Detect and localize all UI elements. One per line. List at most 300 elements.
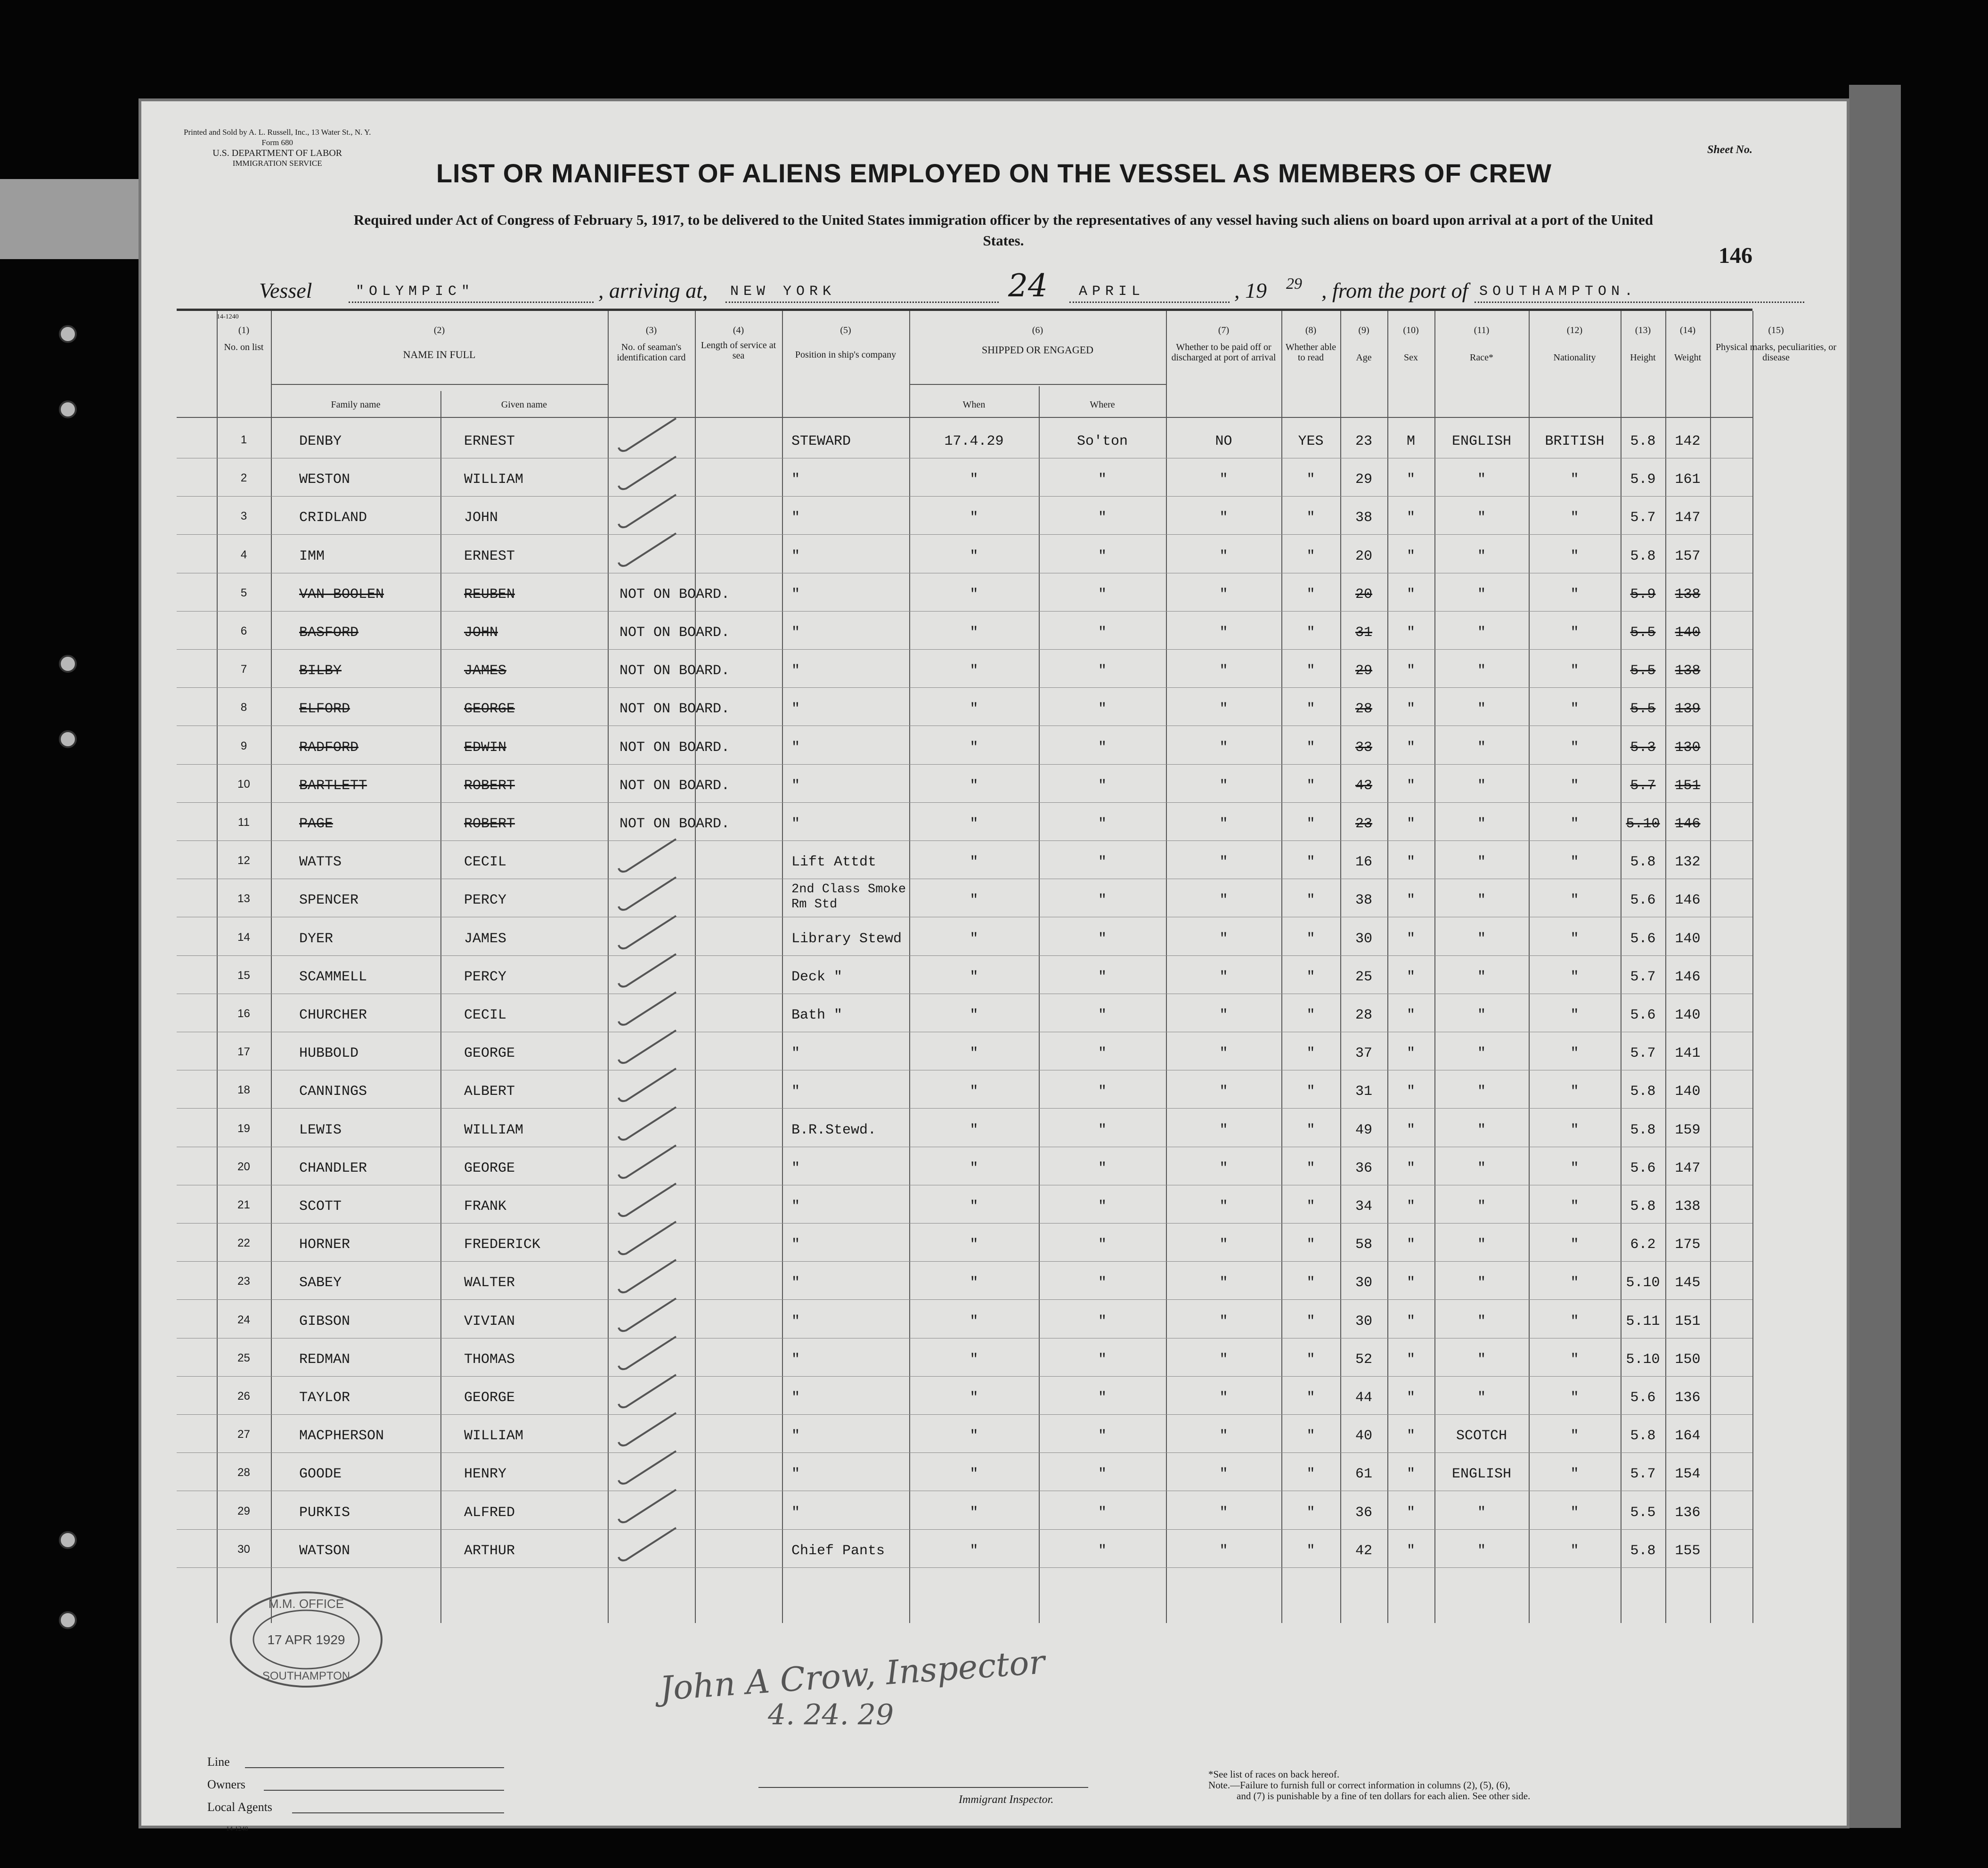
cell-where: " <box>1098 1351 1107 1368</box>
cell-no: 27 <box>237 1428 250 1441</box>
cell-race: " <box>1477 1275 1486 1291</box>
inspector-signature: John A Crow, Inspector <box>659 1642 1046 1708</box>
cell-race: " <box>1477 1504 1486 1521</box>
cell-family: DENBY <box>299 433 342 449</box>
department: U.S. DEPARTMENT OF LABOR <box>212 148 342 158</box>
cell-position: " <box>791 625 800 641</box>
cell-when: " <box>970 1466 978 1483</box>
cell-weight: 138 <box>1675 586 1701 603</box>
cell-nat: " <box>1570 1084 1579 1100</box>
cell-sex: " <box>1406 1504 1415 1521</box>
cell-weight: 164 <box>1675 1428 1701 1444</box>
cell-where: " <box>1098 1007 1107 1023</box>
cell-when: " <box>970 854 978 871</box>
cell-paid: " <box>1219 1275 1228 1291</box>
cell-nat: " <box>1570 1390 1579 1406</box>
cell-age: 43 <box>1355 777 1372 794</box>
cell-height: 5.7 <box>1630 969 1656 985</box>
cell-age: 30 <box>1355 930 1372 947</box>
cell-when: " <box>970 1428 978 1444</box>
cell-read: " <box>1306 625 1315 641</box>
line-label: Line <box>207 1755 230 1769</box>
footnote-penalty-cont: and (7) is punishable by a fine of ten dollars for each alien. See other side. <box>1237 1790 1531 1802</box>
cell-card: NOT ON BOARD. <box>619 816 730 832</box>
cell-no: 21 <box>237 1199 250 1211</box>
cell-sex: " <box>1406 1313 1415 1330</box>
cell-given: ERNEST <box>464 548 515 564</box>
cell-no: 28 <box>237 1466 250 1479</box>
cell-position: " <box>791 1045 800 1062</box>
cell-height: 5.6 <box>1630 1160 1656 1176</box>
cell-race: " <box>1477 1199 1486 1215</box>
cell-nat: " <box>1570 1313 1579 1330</box>
cell-weight: 154 <box>1675 1466 1701 1483</box>
cell-when: " <box>970 1084 978 1100</box>
cell-race: " <box>1477 1542 1486 1559</box>
cell-card: NOT ON BOARD. <box>619 777 730 794</box>
cell-height: 5.8 <box>1630 1542 1656 1559</box>
cell-no: 10 <box>237 777 250 791</box>
vessel-line <box>259 268 1809 306</box>
cell-family: VAN BOOLEN <box>299 586 384 603</box>
cell-given: JOHN <box>464 510 498 526</box>
col2-header: (2) NAME IN FULL <box>403 325 476 360</box>
cell-nat: " <box>1570 1160 1579 1176</box>
cell-nat: " <box>1570 1504 1579 1521</box>
cell-position: " <box>791 1237 800 1253</box>
cell-sex: " <box>1406 854 1415 871</box>
cell-race: " <box>1477 472 1486 488</box>
cell-height: 5.9 <box>1630 586 1656 603</box>
cell-sex: " <box>1406 1428 1415 1444</box>
col6a-header: When <box>962 400 986 410</box>
cell-weight: 130 <box>1675 739 1701 756</box>
cell-nat: " <box>1570 969 1579 985</box>
cell-no: 22 <box>237 1237 250 1250</box>
cell-family: GIBSON <box>299 1313 350 1330</box>
cell-position: " <box>791 663 800 679</box>
cell-weight: 147 <box>1675 510 1701 526</box>
cell-when: " <box>970 1007 978 1023</box>
cell-race: " <box>1477 1351 1486 1368</box>
cell-nat: " <box>1570 663 1579 679</box>
cell-paid: " <box>1219 1351 1228 1368</box>
cell-height: 5.5 <box>1630 1504 1656 1521</box>
cell-given: JOHN <box>464 625 498 641</box>
cell-no: 25 <box>237 1351 250 1364</box>
cell-sex: " <box>1406 969 1415 985</box>
cell-race: " <box>1477 739 1486 756</box>
col2b-header: Given name <box>501 400 547 410</box>
col15-header: (15) Physical marks, peculiarities, or disease <box>1715 325 1837 363</box>
from-port: SOUTHAMPTON. <box>1479 284 1638 300</box>
cell-no: 26 <box>237 1390 250 1403</box>
cell-read: " <box>1306 1542 1315 1559</box>
cell-when: " <box>970 1275 978 1291</box>
cell-read: " <box>1306 1199 1315 1215</box>
cell-no: 19 <box>237 1122 250 1135</box>
cell-sex: " <box>1406 1160 1415 1176</box>
cell-race: " <box>1477 1237 1486 1253</box>
cell-position: " <box>791 1351 800 1368</box>
cell-family: CHANDLER <box>299 1160 367 1176</box>
cell-family: HORNER <box>299 1237 350 1253</box>
cell-given: JAMES <box>464 663 507 679</box>
cell-read: " <box>1306 586 1315 603</box>
cell-age: 42 <box>1355 1542 1372 1559</box>
cell-read: " <box>1306 930 1315 947</box>
cell-paid: " <box>1219 1466 1228 1483</box>
cell-position: Deck " <box>791 969 843 985</box>
cell-paid: " <box>1219 701 1228 718</box>
cell-weight: 132 <box>1675 854 1701 871</box>
cell-card: NOT ON BOARD. <box>619 625 730 641</box>
cell-read: " <box>1306 510 1315 526</box>
cell-given: PERCY <box>464 969 507 985</box>
cell-nat: " <box>1570 701 1579 718</box>
cell-card: NOT ON BOARD. <box>619 739 730 756</box>
cell-read: " <box>1306 1084 1315 1100</box>
cell-race: SCOTCH <box>1456 1428 1507 1444</box>
cell-race: " <box>1477 586 1486 603</box>
cell-when: " <box>970 739 978 756</box>
cell-nat: " <box>1570 510 1579 526</box>
cell-sex: " <box>1406 472 1415 488</box>
cell-position: Library Stewd <box>791 930 902 947</box>
cell-height: 5.8 <box>1630 433 1656 449</box>
cell-age: 16 <box>1355 854 1372 871</box>
cell-weight: 161 <box>1675 472 1701 488</box>
cell-weight: 155 <box>1675 1542 1701 1559</box>
footnote-races: *See list of races on back hereof. <box>1208 1769 1340 1780</box>
cell-height: 5.3 <box>1630 739 1656 756</box>
cell-height: 5.10 <box>1626 1275 1660 1291</box>
cell-given: GEORGE <box>464 1390 515 1406</box>
cell-given: VIVIAN <box>464 1313 515 1330</box>
cell-read: " <box>1306 892 1315 909</box>
cell-position: " <box>791 1160 800 1176</box>
cell-given: WALTER <box>464 1275 515 1291</box>
cell-where: " <box>1098 892 1107 909</box>
cell-weight: 146 <box>1675 969 1701 985</box>
cell-age: 29 <box>1355 663 1372 679</box>
cell-when: " <box>970 548 978 564</box>
cell-race: " <box>1477 777 1486 794</box>
cell-paid: " <box>1219 548 1228 564</box>
cell-age: 61 <box>1355 1466 1372 1483</box>
check-mark-icon <box>615 1180 681 1222</box>
cell-sex: " <box>1406 510 1415 526</box>
cell-position: " <box>791 816 800 832</box>
cell-race: " <box>1477 969 1486 985</box>
cell-given: EDWIN <box>464 739 507 756</box>
vessel-label: Vessel <box>259 278 312 302</box>
col9-header: (9) Age <box>1356 325 1372 363</box>
cell-position: " <box>791 1390 800 1406</box>
cell-when: " <box>970 892 978 909</box>
office-stamp <box>226 1585 386 1694</box>
cell-given: ERNEST <box>464 433 515 449</box>
cell-where: " <box>1098 739 1107 756</box>
cell-read: " <box>1306 472 1315 488</box>
cell-weight: 147 <box>1675 1160 1701 1176</box>
col10-header: (10) Sex <box>1403 325 1419 363</box>
cell-where: " <box>1098 777 1107 794</box>
cell-position: " <box>791 472 800 488</box>
cell-when: " <box>970 663 978 679</box>
cell-nat: " <box>1570 1122 1579 1138</box>
cell-sex: " <box>1406 1542 1415 1559</box>
cell-height: 5.8 <box>1630 1122 1656 1138</box>
cell-given: HENRY <box>464 1466 507 1483</box>
cell-no: 6 <box>240 625 247 637</box>
cell-age: 28 <box>1355 701 1372 718</box>
cell-no: 24 <box>237 1313 250 1326</box>
cell-position: " <box>791 1466 800 1483</box>
cell-age: 38 <box>1355 510 1372 526</box>
page-subtitle: Required under Act of Congress of February 5, 1917, to be delivered to the United States immigration officer by the representatives of any vessel having such aliens on board upon arrival at a port of the United States. <box>353 212 1654 249</box>
cell-nat: " <box>1570 548 1579 564</box>
check-mark-icon <box>615 1371 681 1413</box>
cell-nat: " <box>1570 1351 1579 1368</box>
cell-sex: " <box>1406 1275 1415 1291</box>
cell-paid: " <box>1219 1237 1228 1253</box>
cell-paid: " <box>1219 777 1228 794</box>
cell-age: 40 <box>1355 1428 1372 1444</box>
cell-position: STEWARD <box>791 433 851 449</box>
cell-read: " <box>1306 1313 1315 1330</box>
cell-race: " <box>1477 930 1486 947</box>
cell-given: ROBERT <box>464 777 515 794</box>
cell-when: " <box>970 701 978 718</box>
cell-weight: 146 <box>1675 892 1701 909</box>
cell-paid: " <box>1219 663 1228 679</box>
col8-header: (8) Whether able to read <box>1285 325 1336 363</box>
cell-height: 5.6 <box>1630 892 1656 909</box>
cell-race: " <box>1477 548 1486 564</box>
cell-no: 4 <box>240 548 247 561</box>
cell-family: TAYLOR <box>299 1390 350 1406</box>
cell-no: 30 <box>237 1542 250 1556</box>
arrival-day: 24 <box>1008 268 1048 304</box>
cell-race: ENGLISH <box>1451 433 1512 449</box>
form-number: Form 680 <box>261 138 293 147</box>
cell-position: " <box>791 1199 800 1215</box>
cell-sex: " <box>1406 1007 1415 1023</box>
cell-where: " <box>1098 1084 1107 1100</box>
cell-where: " <box>1098 625 1107 641</box>
cell-read: " <box>1306 548 1315 564</box>
cell-card: NOT ON BOARD. <box>619 701 730 718</box>
cell-race: " <box>1477 1160 1486 1176</box>
cell-where: " <box>1098 1199 1107 1215</box>
cell-weight: 136 <box>1675 1504 1701 1521</box>
cell-weight: 139 <box>1675 701 1701 718</box>
cell-height: 5.11 <box>1626 1313 1660 1330</box>
check-mark-icon <box>615 1447 681 1490</box>
cell-age: 44 <box>1355 1390 1372 1406</box>
check-mark-icon <box>615 491 681 533</box>
cell-age: 33 <box>1355 739 1372 756</box>
cell-when: " <box>970 1390 978 1406</box>
cell-age: 23 <box>1355 816 1372 832</box>
cell-nat: " <box>1570 1275 1579 1291</box>
cell-when: " <box>970 625 978 641</box>
cell-where: So'ton <box>1076 433 1128 449</box>
cell-no: 23 <box>237 1275 250 1288</box>
col7-header: (7) Whether to be paid off or discharged at port of arrival <box>1171 325 1276 363</box>
col13-header: (13) Height <box>1630 325 1656 363</box>
cell-no: 8 <box>240 701 247 714</box>
cell-sex: " <box>1406 625 1415 641</box>
cell-where: " <box>1098 586 1107 603</box>
cell-card: NOT ON BOARD. <box>619 586 730 603</box>
cell-weight: 140 <box>1675 1084 1701 1100</box>
cell-weight: 140 <box>1675 930 1701 947</box>
cell-when: " <box>970 1504 978 1521</box>
cell-age: 30 <box>1355 1275 1372 1291</box>
cell-family: IMM <box>299 548 325 564</box>
check-mark-icon <box>615 530 681 572</box>
cell-no: 7 <box>240 663 247 676</box>
cell-sex: " <box>1406 701 1415 718</box>
cell-read: " <box>1306 1390 1315 1406</box>
cell-no: 12 <box>237 854 250 867</box>
footer-form-code: 14-1240 <box>226 1826 248 1833</box>
cell-height: 5.7 <box>1630 510 1656 526</box>
cell-no: 9 <box>240 739 247 752</box>
cell-paid: " <box>1219 1007 1228 1023</box>
cell-when: " <box>970 472 978 488</box>
cell-where: " <box>1098 1390 1107 1406</box>
cell-weight: 159 <box>1675 1122 1701 1138</box>
cell-family: DYER <box>299 930 334 947</box>
cell-no: 11 <box>238 816 250 829</box>
cell-weight: 136 <box>1675 1390 1701 1406</box>
cell-where: " <box>1098 969 1107 985</box>
cell-age: 23 <box>1355 433 1372 449</box>
cell-sex: " <box>1406 930 1415 947</box>
cell-race: " <box>1477 625 1486 641</box>
cell-no: 3 <box>240 510 247 523</box>
cell-weight: 175 <box>1675 1237 1701 1253</box>
cell-family: REDMAN <box>299 1351 350 1368</box>
cell-race: ENGLISH <box>1451 1466 1512 1483</box>
cell-nat: " <box>1570 816 1579 832</box>
cell-when: " <box>970 1045 978 1062</box>
from-port-label: , from the port of <box>1321 278 1468 302</box>
cell-nat: " <box>1570 892 1579 909</box>
cell-weight: 145 <box>1675 1275 1701 1291</box>
cell-weight: 146 <box>1675 816 1701 832</box>
cell-family: BASFORD <box>299 625 359 641</box>
cell-paid: " <box>1219 969 1228 985</box>
cell-family: BILBY <box>299 663 342 679</box>
check-mark-icon <box>615 1218 681 1260</box>
cell-where: " <box>1098 1542 1107 1559</box>
cell-position: B.R.Stewd. <box>791 1122 877 1138</box>
cell-read: " <box>1306 777 1315 794</box>
cell-race: " <box>1477 510 1486 526</box>
inspector-label: Immigrant Inspector. <box>959 1794 1054 1806</box>
cell-family: WATSON <box>299 1542 350 1559</box>
binder-hole <box>59 730 77 748</box>
footnote-penalty: Note.—Failure to furnish full or correct information in columns (2), (5), (6), <box>1208 1779 1510 1791</box>
cell-sex: " <box>1406 663 1415 679</box>
cell-position: 2nd Class Smoke Rm Std <box>791 882 906 912</box>
check-mark-icon <box>615 1065 681 1107</box>
col3-header: (3) No. of seaman's identification card <box>617 325 686 363</box>
cell-paid: " <box>1219 625 1228 641</box>
cell-when: " <box>970 969 978 985</box>
cell-nat: " <box>1570 777 1579 794</box>
cell-height: 5.7 <box>1630 1045 1656 1062</box>
sheet-number-label: Sheet No. <box>1707 144 1752 156</box>
cell-read: " <box>1306 1007 1315 1023</box>
service: IMMIGRATION SERVICE <box>232 159 322 168</box>
cell-age: 28 <box>1355 1007 1372 1023</box>
check-mark-icon <box>615 988 681 1031</box>
cell-given: CECIL <box>464 854 507 871</box>
cell-nat: " <box>1570 1007 1579 1023</box>
arrival-year: 29 <box>1286 275 1302 293</box>
cell-weight: 138 <box>1675 1199 1701 1215</box>
cell-no: 29 <box>237 1504 250 1517</box>
stamp-date: 17 APR 1929 <box>267 1632 345 1647</box>
cell-paid: " <box>1219 854 1228 871</box>
check-mark-icon <box>615 1295 681 1337</box>
cell-family: SABEY <box>299 1275 342 1291</box>
signature-date: 4. 24. 29 <box>768 1698 894 1731</box>
cell-when: " <box>970 1237 978 1253</box>
check-mark-icon <box>615 835 681 878</box>
cell-nat: " <box>1570 739 1579 756</box>
cell-no: 13 <box>237 892 250 905</box>
cell-race: " <box>1477 892 1486 909</box>
cell-where: " <box>1098 816 1107 832</box>
cell-read: " <box>1306 1466 1315 1483</box>
cell-given: THOMAS <box>464 1351 515 1368</box>
cell-position: " <box>791 586 800 603</box>
cell-sex: " <box>1406 1199 1415 1215</box>
cell-sex: " <box>1406 1122 1415 1138</box>
cell-height: 5.8 <box>1630 854 1656 871</box>
cell-where: " <box>1098 1504 1107 1521</box>
cell-given: REUBEN <box>464 586 515 603</box>
cell-position: " <box>791 548 800 564</box>
cell-where: " <box>1098 663 1107 679</box>
cell-given: WILLIAM <box>464 1428 524 1444</box>
cell-race: " <box>1477 816 1486 832</box>
cell-sex: " <box>1406 1351 1415 1368</box>
col6-header: (6) SHIPPED OR ENGAGED <box>981 325 1094 356</box>
check-mark-icon <box>615 873 681 916</box>
cell-when: " <box>970 1351 978 1368</box>
cell-no: 2 <box>240 472 247 485</box>
cell-paid: " <box>1219 1313 1228 1330</box>
cell-weight: 150 <box>1675 1351 1701 1368</box>
cell-race: " <box>1477 701 1486 718</box>
manifest-sheet <box>141 101 1847 1833</box>
check-mark-icon <box>615 950 681 993</box>
cell-no: 15 <box>237 969 250 982</box>
col4-header: (4) Length of service at sea <box>701 325 776 361</box>
cell-nat: " <box>1570 1199 1579 1215</box>
cell-given: ARTHUR <box>464 1542 515 1559</box>
cell-when: " <box>970 930 978 947</box>
cell-age: 34 <box>1355 1199 1372 1215</box>
cell-no: 17 <box>237 1045 250 1059</box>
